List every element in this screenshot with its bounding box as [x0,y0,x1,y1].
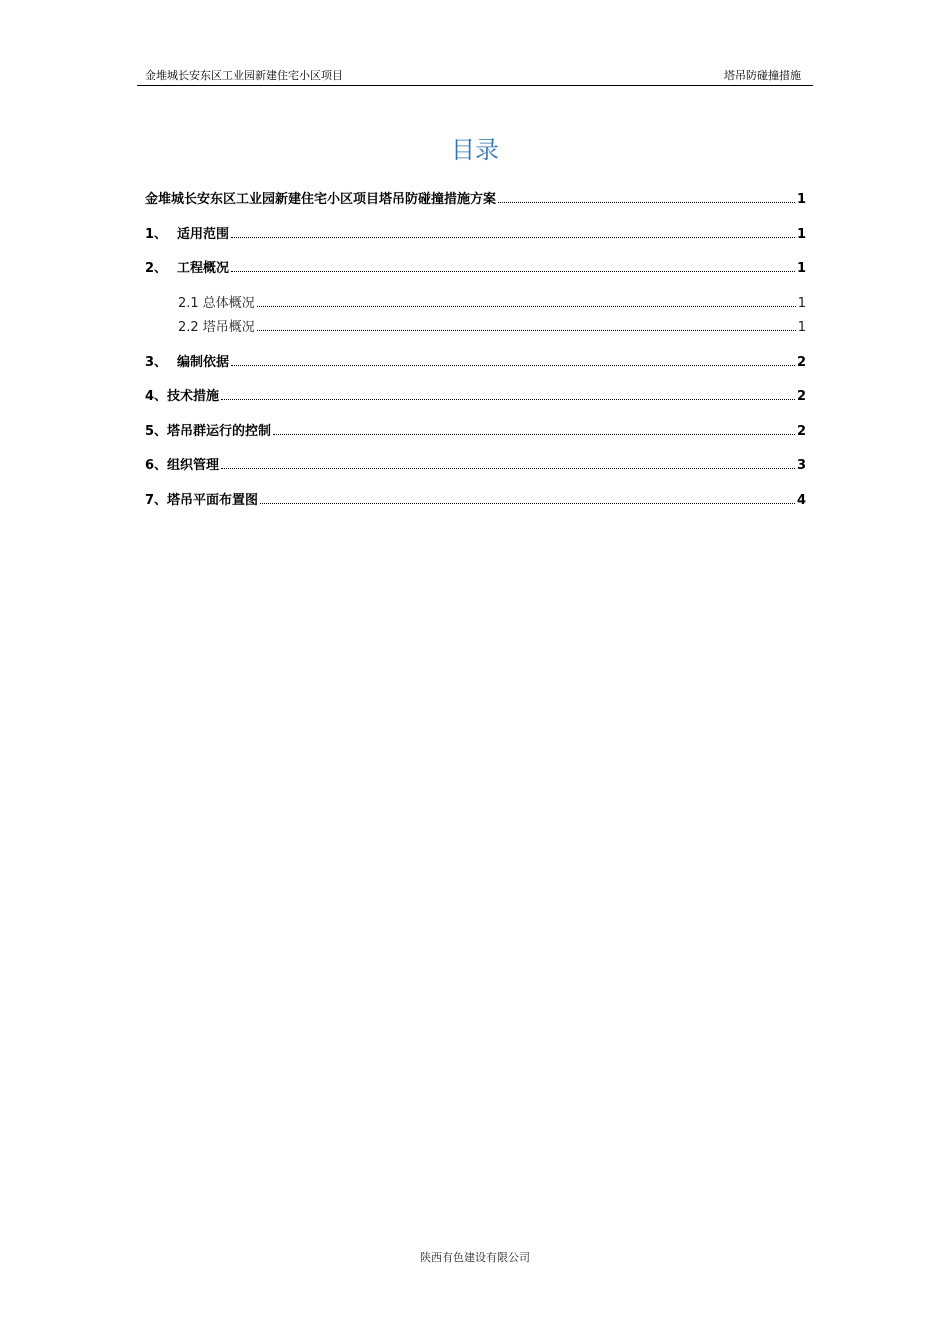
toc-page-number: 1 [797,320,806,335]
toc-title: 目录 [451,136,499,164]
toc-page-number: 1 [796,261,806,276]
toc-page-number: 1 [796,192,806,207]
toc-dot-leader [221,456,795,469]
toc-entry-text: 5、塔吊群运行的控制 [145,424,272,439]
toc-entry-text: 金堆城长安东区工业园新建住宅小区项目塔吊防碰撞措施方案 [145,192,497,207]
toc-page-number: 3 [796,458,806,473]
toc-entry-number: 3、 [145,355,168,370]
toc-entry-text: 工程概况 [177,261,230,276]
toc-dot-leader [273,422,795,435]
toc-dot-leader [260,491,795,504]
toc-page-number: 1 [797,296,806,311]
toc-entry-text: 6、组织管理 [145,458,220,473]
toc-page-number: 2 [796,424,806,439]
toc-entry-organization[interactable] [145,456,806,475]
page-footer-company: 陕西有色建设有限公司 [420,1251,530,1264]
toc-entry-text: 编制依据 [177,355,230,370]
toc-entry-crane-group-control[interactable] [145,422,806,441]
toc-page-number: 2 [796,355,806,370]
toc-page-number: 4 [796,493,806,508]
toc-dot-leader [498,190,795,203]
page-header [137,68,813,86]
header-project-name: 金堆城长安东区工业园新建住宅小区项目 [145,69,343,82]
toc-entry-text: 2.1 总体概况 [178,296,255,311]
toc-dot-leader [231,225,795,238]
header-document-title: 塔吊防碰撞措施 [724,69,801,82]
toc-dot-leader [257,294,796,307]
toc-page-number: 1 [796,227,806,242]
toc-entry-text: 7、塔吊平面布置图 [145,493,259,508]
toc-entry-scope[interactable] [145,225,806,244]
toc-dot-leader [231,259,795,272]
toc-entry-overview[interactable] [145,259,806,278]
toc-entry-text: 适用范围 [177,227,230,242]
toc-dot-leader [231,353,795,366]
toc-entry-general-overview[interactable] [178,294,806,313]
toc-entry-basis[interactable] [145,353,806,372]
toc-entry-number: 1、 [145,227,168,242]
toc-entry-layout-plan[interactable] [145,491,806,510]
toc-entry-crane-overview[interactable] [178,318,806,337]
toc-dot-leader [257,318,796,331]
toc-entry-plan[interactable] [145,190,806,209]
toc-entry-text: 2.2 塔吊概况 [178,320,255,335]
toc-entry-number: 2、 [145,261,168,276]
toc-dot-leader [221,387,795,400]
toc-entry-technical-measures[interactable] [145,387,806,406]
toc-page-number: 2 [796,389,806,404]
toc-entry-text: 4、技术措施 [145,389,220,404]
